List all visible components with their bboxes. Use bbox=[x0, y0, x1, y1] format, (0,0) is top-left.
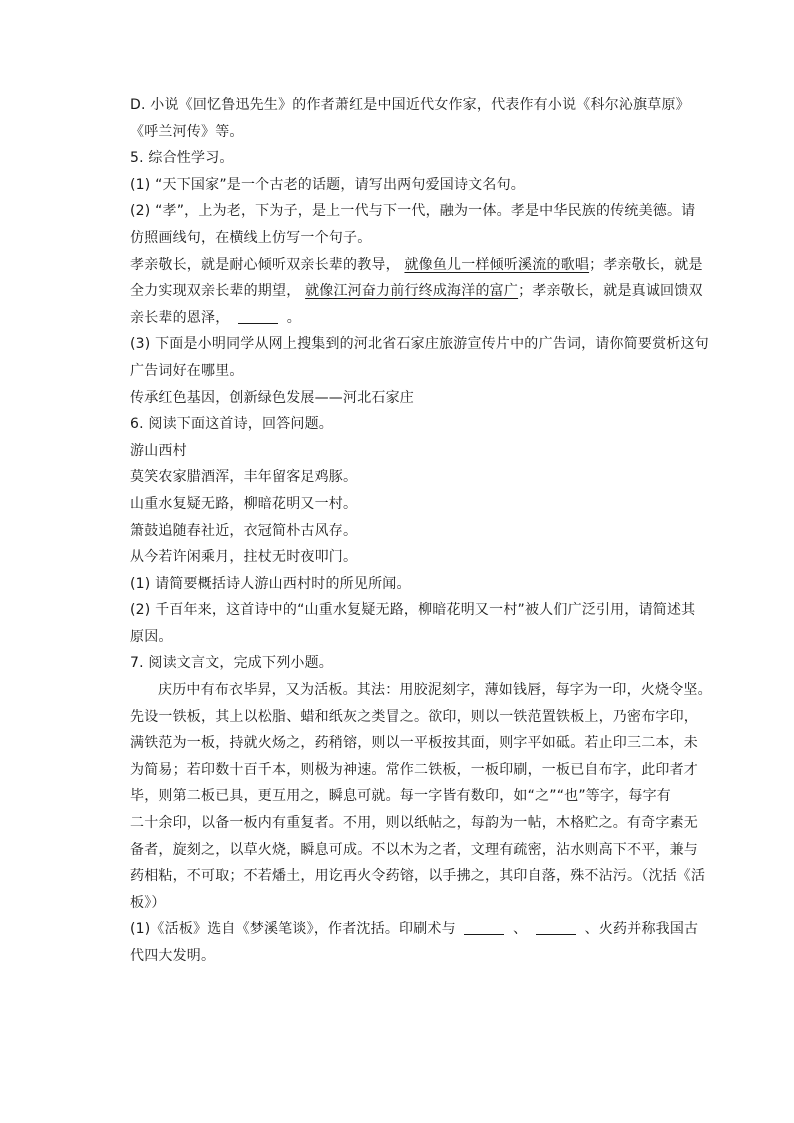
q4-option-d-line2: 《呼兰河传》等。 bbox=[130, 123, 244, 140]
passage-line: 备者，旋刻之，以草火烧，瞬息可成。不以木为之者，文理有疏密，沾水则高下不平，兼与 bbox=[130, 841, 698, 858]
q7-title: 7. 阅读文言文，完成下列小题。 bbox=[130, 655, 334, 672]
example-text: ；孝亲敬长，就是 bbox=[589, 256, 703, 273]
example-text: 。 bbox=[282, 309, 301, 326]
question-text: (1)《活板》选自《梦溪笔谈》，作者沈括。印刷术与 bbox=[130, 921, 461, 938]
poem-title: 游山西村 bbox=[130, 442, 187, 459]
question-text: 、火药并称我国古 bbox=[580, 921, 699, 938]
q5-example-line3 bbox=[130, 305, 700, 332]
q5-sub3-line2: 广告词好在哪里。 bbox=[130, 362, 244, 379]
q6-sub1: (1) 请简要概括诗人游山西村时的所见所闻。 bbox=[130, 575, 411, 592]
q6-sub2-line1: (2) 千百年来，这首诗中的“山重水复疑无路，柳暗花明又一村”被人们广泛引用，请简述其 bbox=[130, 602, 696, 619]
q5-sub3-line1: (3) 下面是小明同学从网上搜集到的河北省石家庄旅游宣传片中的广告词，请你简要赏析这句 bbox=[130, 336, 709, 353]
q6-sub2-line2: 原因。 bbox=[130, 628, 173, 645]
q5-sub1: (1) “天下国家”是一个古老的话题，请写出两句爱国诗文名句。 bbox=[130, 176, 525, 193]
example-text: ；孝亲敬长，就是真诚回馈双 bbox=[518, 283, 703, 300]
passage-line: 板》） bbox=[130, 894, 166, 911]
answer-blank[interactable] bbox=[464, 920, 504, 935]
example-text: 亲长辈的恩泽， bbox=[130, 309, 235, 326]
q7-sub1-line2: 代四大发明。 bbox=[130, 948, 216, 964]
q6-title: 6. 阅读下面这首诗，回答问题。 bbox=[130, 416, 334, 433]
passage-line: 毕，则第二板已具，更互用之，瞬息可就。每一字皆有数印，如“之”“也”等字，每字有 bbox=[130, 788, 672, 805]
poem-line: 箫鼓追随春社近，衣冠简朴古风存。 bbox=[130, 522, 358, 539]
example-text: 孝亲敬长，就是耐心倾听双亲长辈的教导， bbox=[130, 256, 405, 273]
q7-sub1-line1 bbox=[130, 916, 700, 943]
q5-sub2-line1: (2) “孝”，上为老，下为子，是上一代与下一代，融为一体。孝是中华民族的传统美德。请 bbox=[130, 203, 696, 220]
passage-line: 药相粘，不可取；不若燔土，用讫再火令药镕，以手拂之，其印自落，殊不沾污。（沈括《活 bbox=[130, 868, 706, 885]
q5-sub2-line2: 仿照画线句，在横线上仿写一个句子。 bbox=[130, 229, 372, 246]
poem-line: 从今若许闲乘月，拄杖无时夜叩门。 bbox=[130, 549, 358, 566]
poem-line: 莫笑农家腊酒浑，丰年留客足鸡豚。 bbox=[130, 469, 358, 486]
underlined-sentence: 就像鱼儿一样倾听溪流的歌唱 bbox=[404, 256, 590, 273]
document-page bbox=[130, 92, 712, 970]
underlined-sentence: 就像江河奋力前行终成海洋的富广 bbox=[305, 283, 519, 300]
q5-title: 5. 综合性学习。 bbox=[130, 150, 234, 167]
poem-line: 山重水复疑无路，柳暗花明又一村。 bbox=[130, 495, 358, 512]
answer-blank[interactable] bbox=[238, 309, 278, 324]
passage-line: 为简易；若印数十百千本，则极为神速。常作二铁板，一板印刷，一板已自布字，此印者才 bbox=[130, 761, 698, 778]
q5-example-line1 bbox=[130, 252, 703, 279]
passage-line: 庆历中有布衣毕昇，又为活板。其法：用胶泥刻字，薄如钱唇，每字为一印，火烧令坚。 bbox=[158, 682, 712, 699]
passage-line: 二十余印，以备一板内有重复者。不用，则以纸帖之，每韵为一帖，木格贮之。有奇字素无 bbox=[130, 815, 698, 832]
q5-example-line2 bbox=[130, 278, 703, 305]
answer-blank[interactable] bbox=[536, 920, 576, 935]
q4-option-d-line1: D. 小说《回忆鲁迅先生》的作者萧红是中国近代女作家，代表作有小说《科尔沁旗草原》 bbox=[130, 97, 690, 113]
passage-line: 先设一铁板，其上以松脂、蜡和纸灰之类冒之。欲印，则以一铁范置铁板上，乃密布字印， bbox=[130, 708, 698, 725]
passage-line: 满铁范为一板，持就火炀之，药稍镕，则以一平板按其面，则字平如砥。若止印三二本，未 bbox=[130, 735, 698, 752]
q5-slogan: 传承红色基因，创新绿色发展——河北石家庄 bbox=[130, 389, 414, 406]
example-text: 全力实现双亲长辈的期望， bbox=[130, 283, 306, 300]
question-text: 、 bbox=[508, 921, 532, 938]
